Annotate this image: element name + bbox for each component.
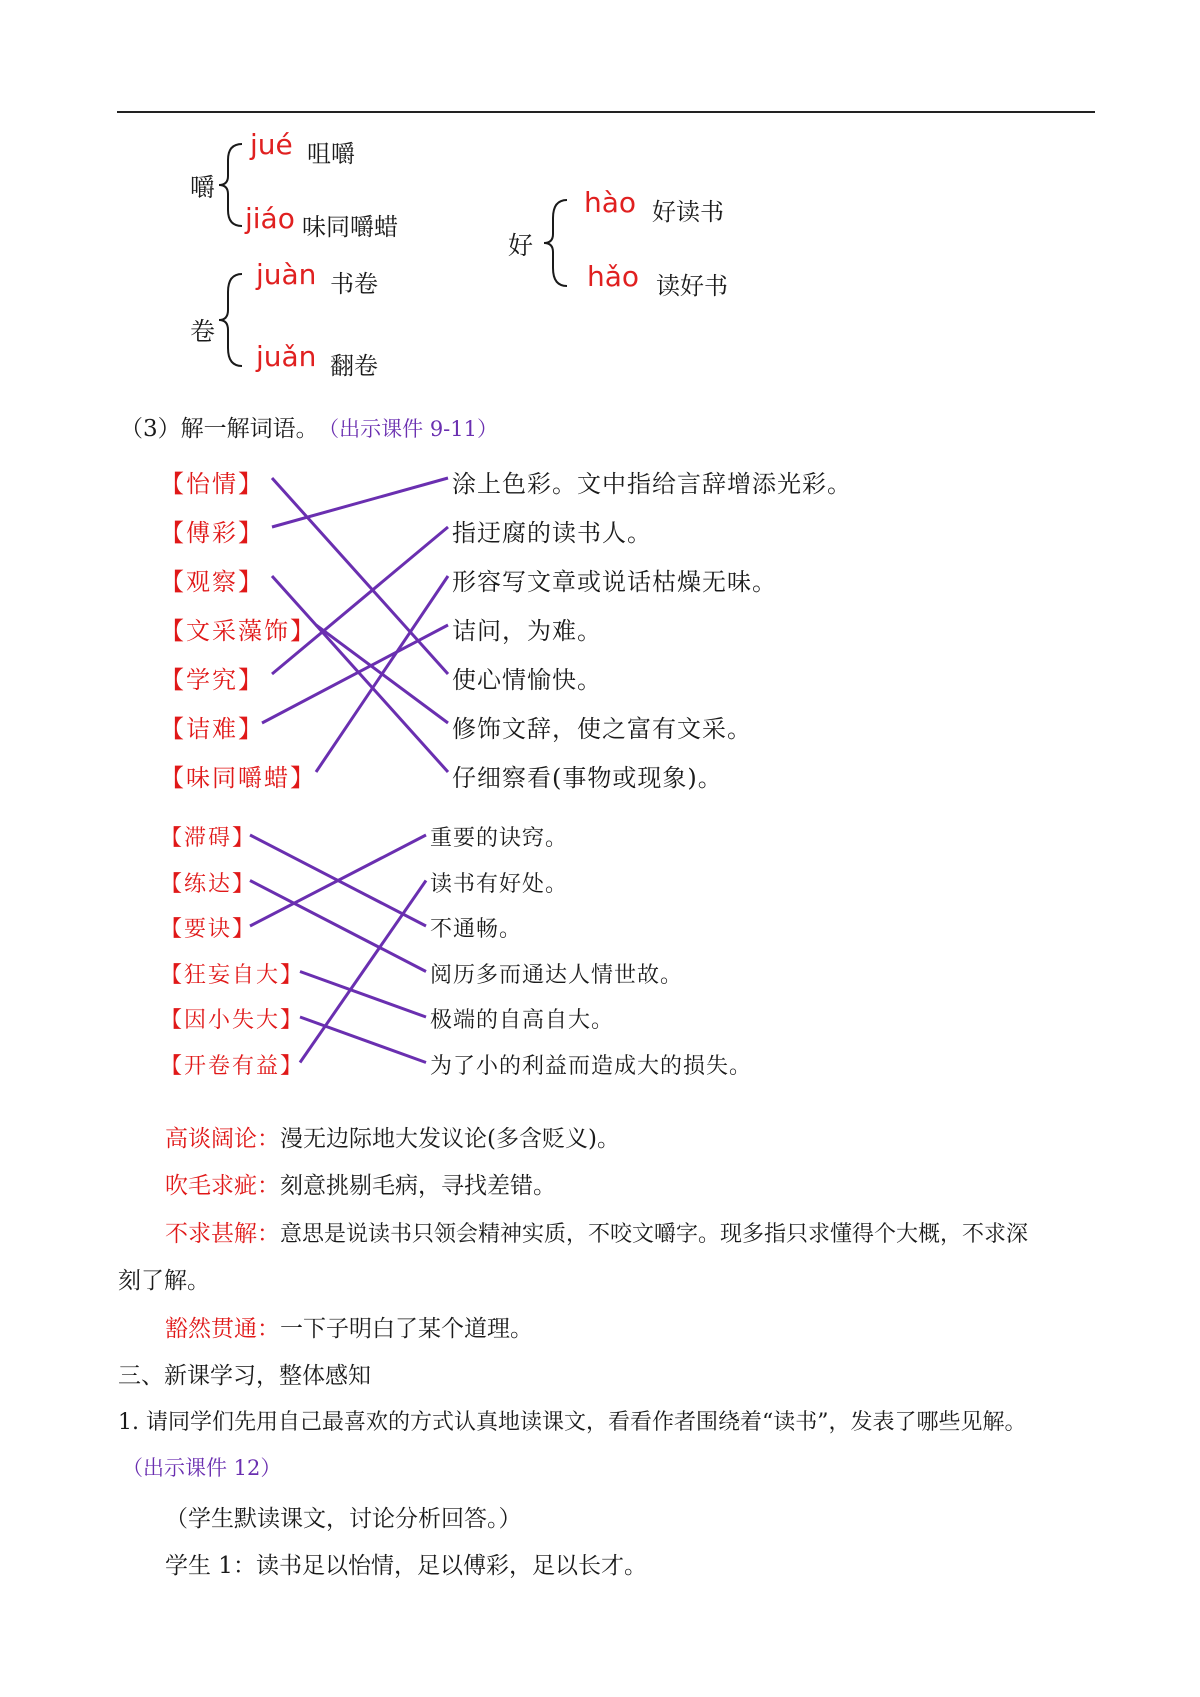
vocab-term: 不求甚解： [165, 1221, 280, 1247]
word-haodushu: 好读书 [652, 198, 724, 226]
match-term: 【观察】 [160, 568, 264, 596]
pinyin-jiao: jiáo [245, 202, 295, 235]
student-note: （学生默读课文，讨论分析回答。） [165, 1506, 522, 1532]
match-definition: 形容写文章或说话枯燥无味。 [452, 568, 777, 596]
section-three-heading: 三、新课学习，整体感知 [118, 1363, 371, 1389]
match-definition: 诘问，为难。 [452, 617, 602, 645]
pinyin-hao4: hào [584, 186, 637, 219]
match-term: 【开卷有益】 [160, 1053, 305, 1079]
pinyin-jue: jué [250, 128, 293, 161]
match-term: 【学究】 [160, 666, 264, 694]
match-link-line [272, 478, 448, 527]
question-1: 1. 请同学们先用自己最喜欢的方式认真地读课文，看看作者围绕着“读书”，发表了哪些见解。 [118, 1410, 1027, 1435]
vocab-row [165, 1167, 556, 1200]
vocab-def: 漫无边际地大发议论(多含贬义)。 [280, 1126, 620, 1152]
courseware-12: （出示课件 12） [122, 1456, 282, 1480]
pinyin-juan4: juàn [256, 258, 317, 291]
match-definition: 修饰文辞，使之富有文采。 [452, 715, 752, 743]
match-link-line [272, 576, 448, 772]
match-link-line [272, 527, 448, 674]
match-term: 【文采藻饰】 [160, 617, 316, 645]
match-link-line [300, 972, 426, 1018]
match-definition: 不通畅。 [430, 917, 523, 942]
match-term: 【狂妄自大】 [160, 962, 305, 988]
polyphone-char-jue: 嚼 [190, 173, 216, 202]
vocab-term: 高谈阔论： [165, 1126, 280, 1152]
vocab-row [165, 1310, 533, 1343]
match-term: 【滞碍】 [160, 826, 257, 851]
match-definition: 仔细察看(事物或现象)。 [452, 764, 723, 792]
match-definition: 重要的诀窍。 [430, 826, 569, 851]
match-definition: 涂上色彩。文中指给言辞增添光彩。 [452, 470, 852, 498]
match-link-line [300, 1017, 426, 1063]
match-definition: 为了小的利益而造成大的损失。 [430, 1053, 753, 1079]
courseware-9-11: （出示课件 9-11） [328, 417, 498, 441]
match-definition: 使心情愉快。 [452, 666, 602, 694]
pinyin-hao3: hǎo [587, 260, 640, 293]
section-3-label: （3）解一解词语。 [120, 416, 319, 442]
vocab-term: 豁然贯通： [165, 1316, 280, 1342]
pinyin-juan3: juǎn [256, 340, 317, 373]
match-term: 【怡情】 [160, 470, 264, 498]
word-juju: 咀嚼 [307, 140, 355, 168]
match-link-line [316, 576, 448, 772]
match-term: 【因小失大】 [160, 1008, 305, 1033]
match-definition: 指迂腐的读书人。 [452, 519, 652, 547]
word-weitongjiaola: 味同嚼蜡 [302, 213, 398, 241]
match-term: 【练达】 [160, 871, 257, 897]
match-term: 【要诀】 [160, 917, 257, 942]
polyphone-char-hao: 好 [508, 231, 534, 260]
match-definition: 极端的自高自大。 [430, 1008, 615, 1033]
vocab-term: 吹毛求疵： [165, 1173, 280, 1199]
vocab-def: 意思是说读书只领会精神实质，不咬文嚼字。现多指只求懂得个大概，不求深 [280, 1222, 1029, 1247]
word-duhaoshu: 读好书 [656, 272, 728, 300]
word-shujuan: 书卷 [330, 270, 378, 298]
polyphone-char-juan: 卷 [190, 317, 216, 346]
vocab-def: 刻意挑剔毛病，寻找差错。 [280, 1173, 556, 1199]
match-definition: 阅历多而通达人情世故。 [430, 962, 684, 988]
vocab-row [165, 1120, 620, 1153]
match-term: 【味同嚼蜡】 [160, 764, 316, 792]
vocab-row [165, 1215, 1028, 1248]
vocab-row-continuation: 刻了解。 [118, 1268, 210, 1294]
match-term: 【傅彩】 [160, 519, 264, 547]
match-link-line [300, 881, 426, 1063]
match-definition: 读书有好处。 [430, 871, 569, 897]
match-term: 【诘难】 [160, 715, 264, 743]
student-1-answer: 学生 1：读书足以怡情，足以傅彩，足以长才。 [165, 1553, 647, 1579]
vocab-def: 一下子明白了某个道理。 [280, 1316, 533, 1342]
word-fanjuan: 翻卷 [330, 352, 378, 380]
